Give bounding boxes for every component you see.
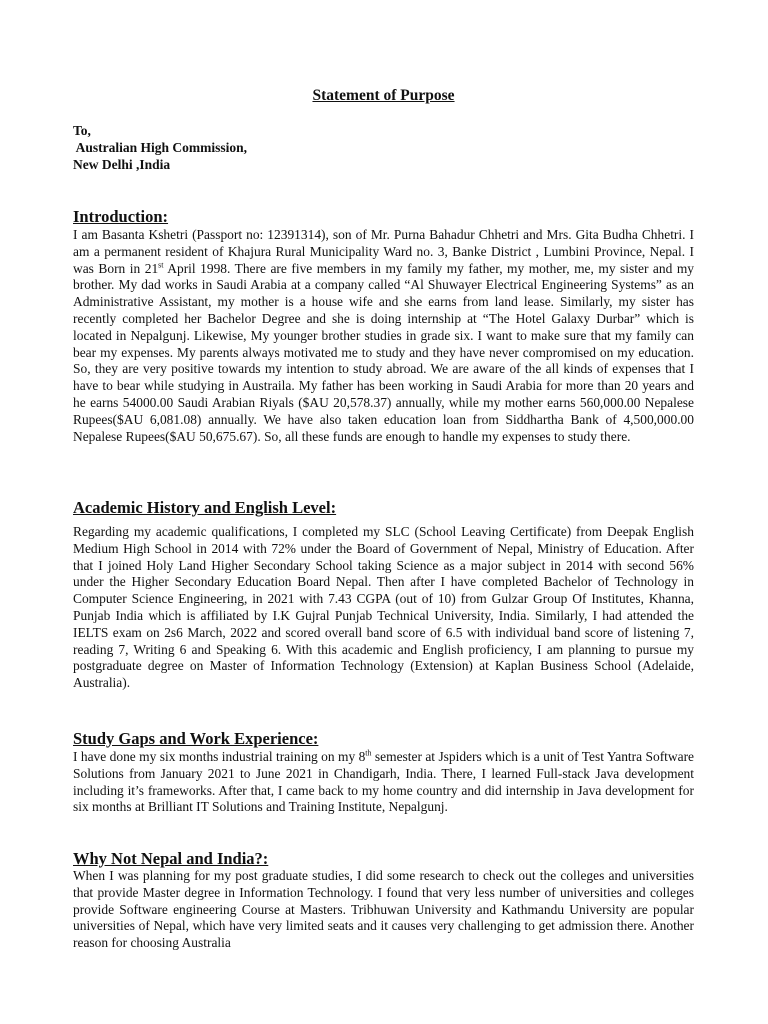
address-line: To, [73,123,91,138]
address-line: New Delhi ,India [73,157,171,172]
recipient-address [73,122,247,173]
study-gaps-paragraph [73,749,694,816]
superscript: th [365,748,372,758]
address-line: Australian High Commission, [73,140,248,155]
section-heading-why-not-nepal-india: Why Not Nepal and India?: [73,849,269,868]
document-title: Statement of Purpose [312,87,455,104]
paragraph-text: I am Basanta Kshetri (Passport no: 12391314), son of Mr. Purna Bahadur Chhetri and Mrs. Gita Budha Chhetri. I am a permanent resident of Khajura Rural Municipality Ward no. 3, Banke District , Lumbini Province, Nepal. I was Born in 21 [73,227,694,276]
introduction-paragraph [73,227,694,445]
section-heading-introduction: Introduction: [73,207,169,226]
superscript: st [158,260,164,270]
paragraph-text: April 1998. There are five members in my family my father, my mother, me, my sister and my brother. My dad works in Saudi Arabia at a company called “Al Shuwayer Electrical Engineering Systems” as an Administrative Assistant, my mother is a house wife and she earns from land lease. Similarly, my sister has recently completed her Bachelor Degree and she is doing internship at “The Hotel Galaxy Durbar” which is located in Nepalgunj. Likewise, My younger brother studies in grade six. I want to make sure that my family can bear my expenses. My parents always motivated me to study and they have never compromised on my education. So, they are very positive towards my intention to study abroad. We are aware of the all kinds of expenses that I have to bear while studying in Austraila. My father has been working in Saudi Arabia for more than 20 years and he earns 54000.00 Saudi Arabian Riyals ($AU 20,578.37) annually, while my mother earns 560,000.00 Nepalese Rupees($AU 6,081.08) annually. We have also taken education loan from Siddhartha Bank of 4,500,000.00 Nepalese Rupees($AU 50,675.67). So, all these funds are enough to handle my expenses to study there. [73,260,694,444]
paragraph-text: semester at Jspiders which is a unit of Test Yantra Software Solutions from January 2021 to June 2021 in Chandigarh, India. There, I learned Full-stack Java development including it’s frameworks. After that, I came back to my home country and did internship in Java development for six months at Brilliant IT Solutions and Training Institute, Nepalgunj. [73,749,695,815]
academic-paragraph: Regarding my academic qualifications, I completed my SLC (School Leaving Certificate) from Deepak English Medium High School in 2014 with 72% under the Board of Government of Nepal, Ministry of Education. After that I joined Holy Land Higher Secondary School taking Science as a major subject in 2014 with second 56% under the Higher Secondary Education Board Nepal. Then after I have completed Bachelor of Technology in Computer Science Engineering, in 2021 with 7.43 CGPA (out of 10) from Gulzar Group Of Institutes, Khanna, Punjab India which is affiliated by I.K Gujral Punjab Technical University, India. Similarly, I had attended the IELTS exam on 2s6 March, 2022 and scored overall band score of 6.5 with individual band score of listening 7, reading 7, Writing 6 and Speaking 6. With this academic and English proficiency, I am planning to pursue my postgraduate degree on Master of Information Technology (Extension) at Kaplan Business School (Adelaide, Australia). [73,524,694,691]
why-not-paragraph: When I was planning for my post graduate studies, I did some research to check out the colleges and universities that provide Master degree in Information Technology. I found that very less number of universities and colleges provide Software engineering Course at Masters. Tribhuwan University and Kathmandu University are popular universities of Nepal, which have very limited seats and it causes very challenging to get admission there. Another reason for choosing Australia [73,868,694,951]
section-heading-academic: Academic History and English Level: [73,498,337,517]
paragraph-text: I have done my six months industrial training on my 8 [73,749,366,764]
section-heading-study-gaps: Study Gaps and Work Experience: [73,729,319,748]
